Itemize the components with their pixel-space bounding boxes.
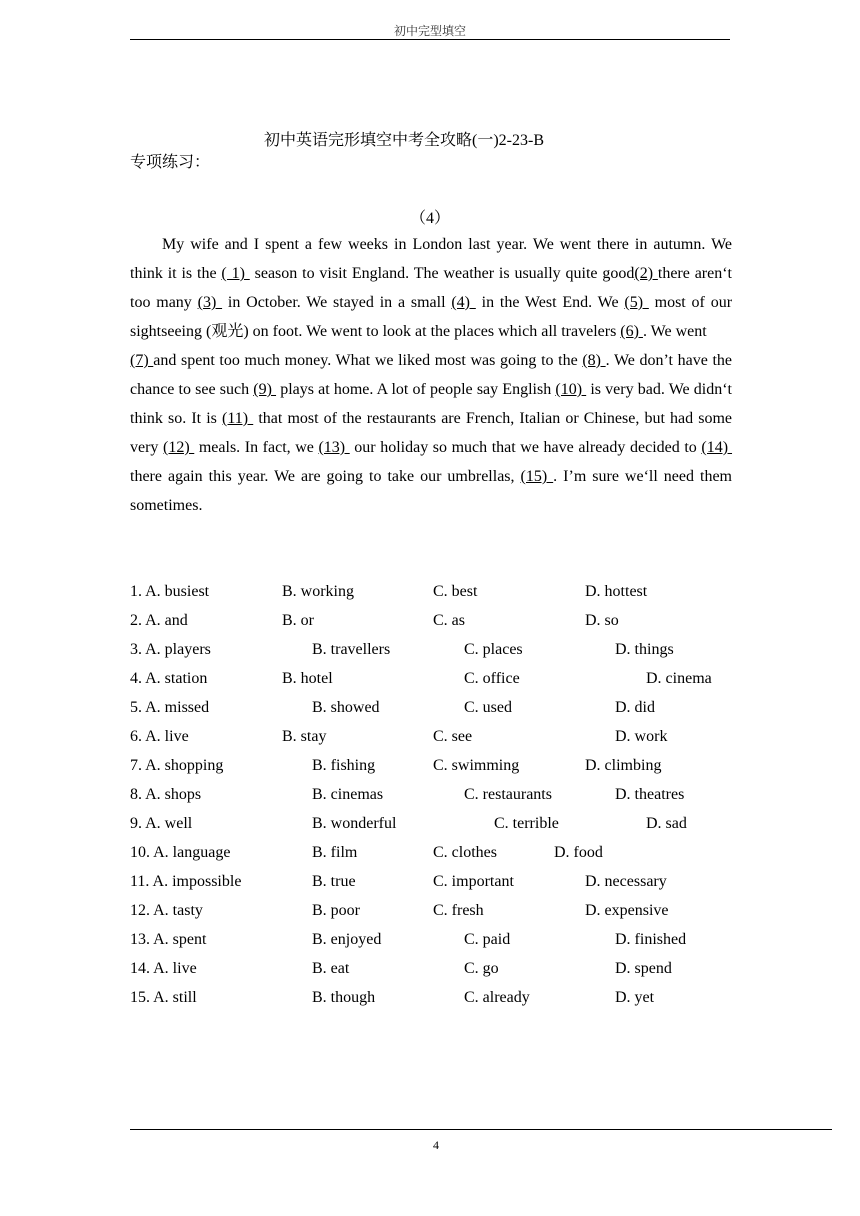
- passage-text: there again this year. We are going to take our umbrellas,: [130, 468, 521, 485]
- option-b: B. eat: [312, 960, 350, 977]
- passage-text: that most of the restaurants are French, Italian or Chinese, but had some very: [130, 410, 733, 456]
- blank-3: (3): [197, 294, 223, 311]
- blank-4: (4): [451, 294, 476, 311]
- option-a: 11. A. impossible: [130, 873, 242, 890]
- option-d: D. things: [615, 641, 674, 658]
- page-number: 4: [433, 1138, 439, 1152]
- blank-6: (6): [620, 323, 643, 340]
- option-c: C. best: [433, 583, 478, 600]
- question-row: [130, 751, 770, 780]
- cloze-passage: [130, 230, 732, 520]
- option-c: C. fresh: [433, 902, 484, 919]
- passage-text: meals. In fact, we: [194, 439, 319, 456]
- question-row: [130, 954, 770, 983]
- option-b: B. fishing: [312, 757, 376, 774]
- option-c: C. terrible: [494, 815, 559, 832]
- question-row: [130, 664, 770, 693]
- passage-text: plays at home. A lot of people say English: [276, 381, 556, 398]
- question-row: [130, 577, 770, 606]
- option-a: 13. A. spent: [130, 931, 207, 948]
- option-a: 1. A. busiest: [130, 583, 210, 600]
- option-d: D. hottest: [585, 583, 648, 600]
- blank-2: (2): [634, 265, 658, 282]
- passage-text: My wife and I spent a few weeks in London last year. We went there in autumn. We think it is the: [130, 236, 732, 282]
- passage-text: . We went: [642, 323, 707, 340]
- option-b: B. hotel: [282, 670, 333, 687]
- passage-text: in October. We stayed in a small: [222, 294, 452, 311]
- passage-text: most of our sightseeing (观光) on foot. We went to look at the places which all travelers: [130, 294, 733, 340]
- option-b: B. cinemas: [312, 786, 384, 803]
- option-c: C. places: [464, 641, 523, 658]
- option-a: 2. A. and: [130, 612, 188, 629]
- blank-10: (10): [555, 381, 587, 398]
- question-row: [130, 809, 770, 838]
- option-c: C. clothes: [433, 844, 497, 861]
- option-b: B. true: [312, 873, 356, 890]
- option-a: 7. A. shopping: [130, 757, 224, 774]
- option-d: D. so: [585, 612, 619, 629]
- option-b: B. poor: [312, 902, 360, 919]
- option-b: B. travellers: [312, 641, 391, 658]
- option-a: 15. A. still: [130, 989, 197, 1006]
- option-a: 12. A. tasty: [130, 902, 203, 919]
- passage-text: . I’m sure we‘ll need them sometimes.: [130, 468, 732, 514]
- blank-12: (12): [163, 439, 195, 456]
- blank-9: (9): [253, 381, 277, 398]
- question-row: [130, 925, 770, 954]
- question-row: [130, 693, 770, 722]
- passage-text: and spent too much money. What we liked most was going to the: [153, 352, 583, 369]
- option-d: D. climbing: [585, 757, 662, 774]
- option-c: C. used: [464, 699, 512, 716]
- blank-15: (15): [520, 468, 554, 485]
- option-d: D. yet: [615, 989, 655, 1006]
- option-b: B. working: [282, 583, 354, 600]
- option-b: B. though: [312, 989, 376, 1006]
- question-row: [130, 867, 770, 896]
- question-row: [130, 780, 770, 809]
- option-c: C. office: [464, 670, 520, 687]
- blank-14: (14): [701, 439, 733, 456]
- option-b: B. or: [282, 612, 314, 629]
- question-row: [130, 983, 770, 1012]
- option-c: C. see: [433, 728, 473, 745]
- passage-text: . We don’t have the chance to see such: [130, 352, 733, 398]
- option-d: D. work: [615, 728, 668, 745]
- blank-7: (7): [130, 352, 154, 369]
- option-b: B. stay: [282, 728, 327, 745]
- answer-options: [130, 577, 770, 1012]
- option-b: B. showed: [312, 699, 380, 716]
- blank-8: (8): [582, 352, 606, 369]
- blank-5: (5): [624, 294, 649, 311]
- question-row: [130, 635, 770, 664]
- option-d: D. spend: [615, 960, 672, 977]
- option-d: D. necessary: [585, 873, 667, 890]
- option-b: B. wonderful: [312, 815, 397, 832]
- option-c: C. important: [433, 873, 514, 890]
- option-a: 4. A. station: [130, 670, 208, 687]
- option-c: C. already: [464, 989, 530, 1006]
- option-c: C. paid: [464, 931, 511, 948]
- passage-text: is very bad. We didn‘t think so. It is: [130, 381, 733, 427]
- option-a: 3. A. players: [130, 641, 211, 658]
- option-d: D. did: [615, 699, 655, 716]
- option-c: C. as: [433, 612, 465, 629]
- page-header: 初中完型填空: [393, 24, 466, 38]
- document-title: 初中英语完形填空中考全攻略(一)2-23-B: [264, 132, 544, 149]
- option-d: D. expensive: [585, 902, 669, 919]
- blank-11: (11): [222, 410, 254, 427]
- passage-text: our holiday so much that we have already decided to: [349, 439, 702, 456]
- header-divider: [130, 39, 730, 40]
- passage-text: there aren‘t too many: [130, 265, 733, 311]
- option-a: 9. A. well: [130, 815, 193, 832]
- option-d: D. food: [554, 844, 603, 861]
- footer-divider: [130, 1129, 832, 1130]
- option-d: D. finished: [615, 931, 687, 948]
- option-a: 8. A. shops: [130, 786, 202, 803]
- option-a: 6. A. live: [130, 728, 189, 745]
- passage-text: in the West End. We: [475, 294, 625, 311]
- question-row: [130, 606, 770, 635]
- option-b: B. film: [312, 844, 358, 861]
- option-a: 14. A. live: [130, 960, 197, 977]
- blank-1: ( 1): [221, 265, 250, 282]
- option-c: C. swimming: [433, 757, 520, 774]
- question-row: [130, 838, 770, 867]
- option-c: C. restaurants: [464, 786, 552, 803]
- option-a: 5. A. missed: [130, 699, 210, 716]
- section-subtitle: 专项练习：: [130, 154, 211, 171]
- option-d: D. cinema: [646, 670, 712, 687]
- question-row: [130, 896, 770, 925]
- option-c: C. go: [464, 960, 499, 977]
- passage-number: （4）: [409, 210, 450, 227]
- option-d: D. theatres: [615, 786, 685, 803]
- blank-13: (13): [318, 439, 350, 456]
- question-row: [130, 722, 770, 751]
- option-b: B. enjoyed: [312, 931, 382, 948]
- option-a: 10. A. language: [130, 844, 231, 861]
- passage-text: season to visit England. The weather is usually quite good: [249, 265, 635, 282]
- option-d: D. sad: [646, 815, 687, 832]
